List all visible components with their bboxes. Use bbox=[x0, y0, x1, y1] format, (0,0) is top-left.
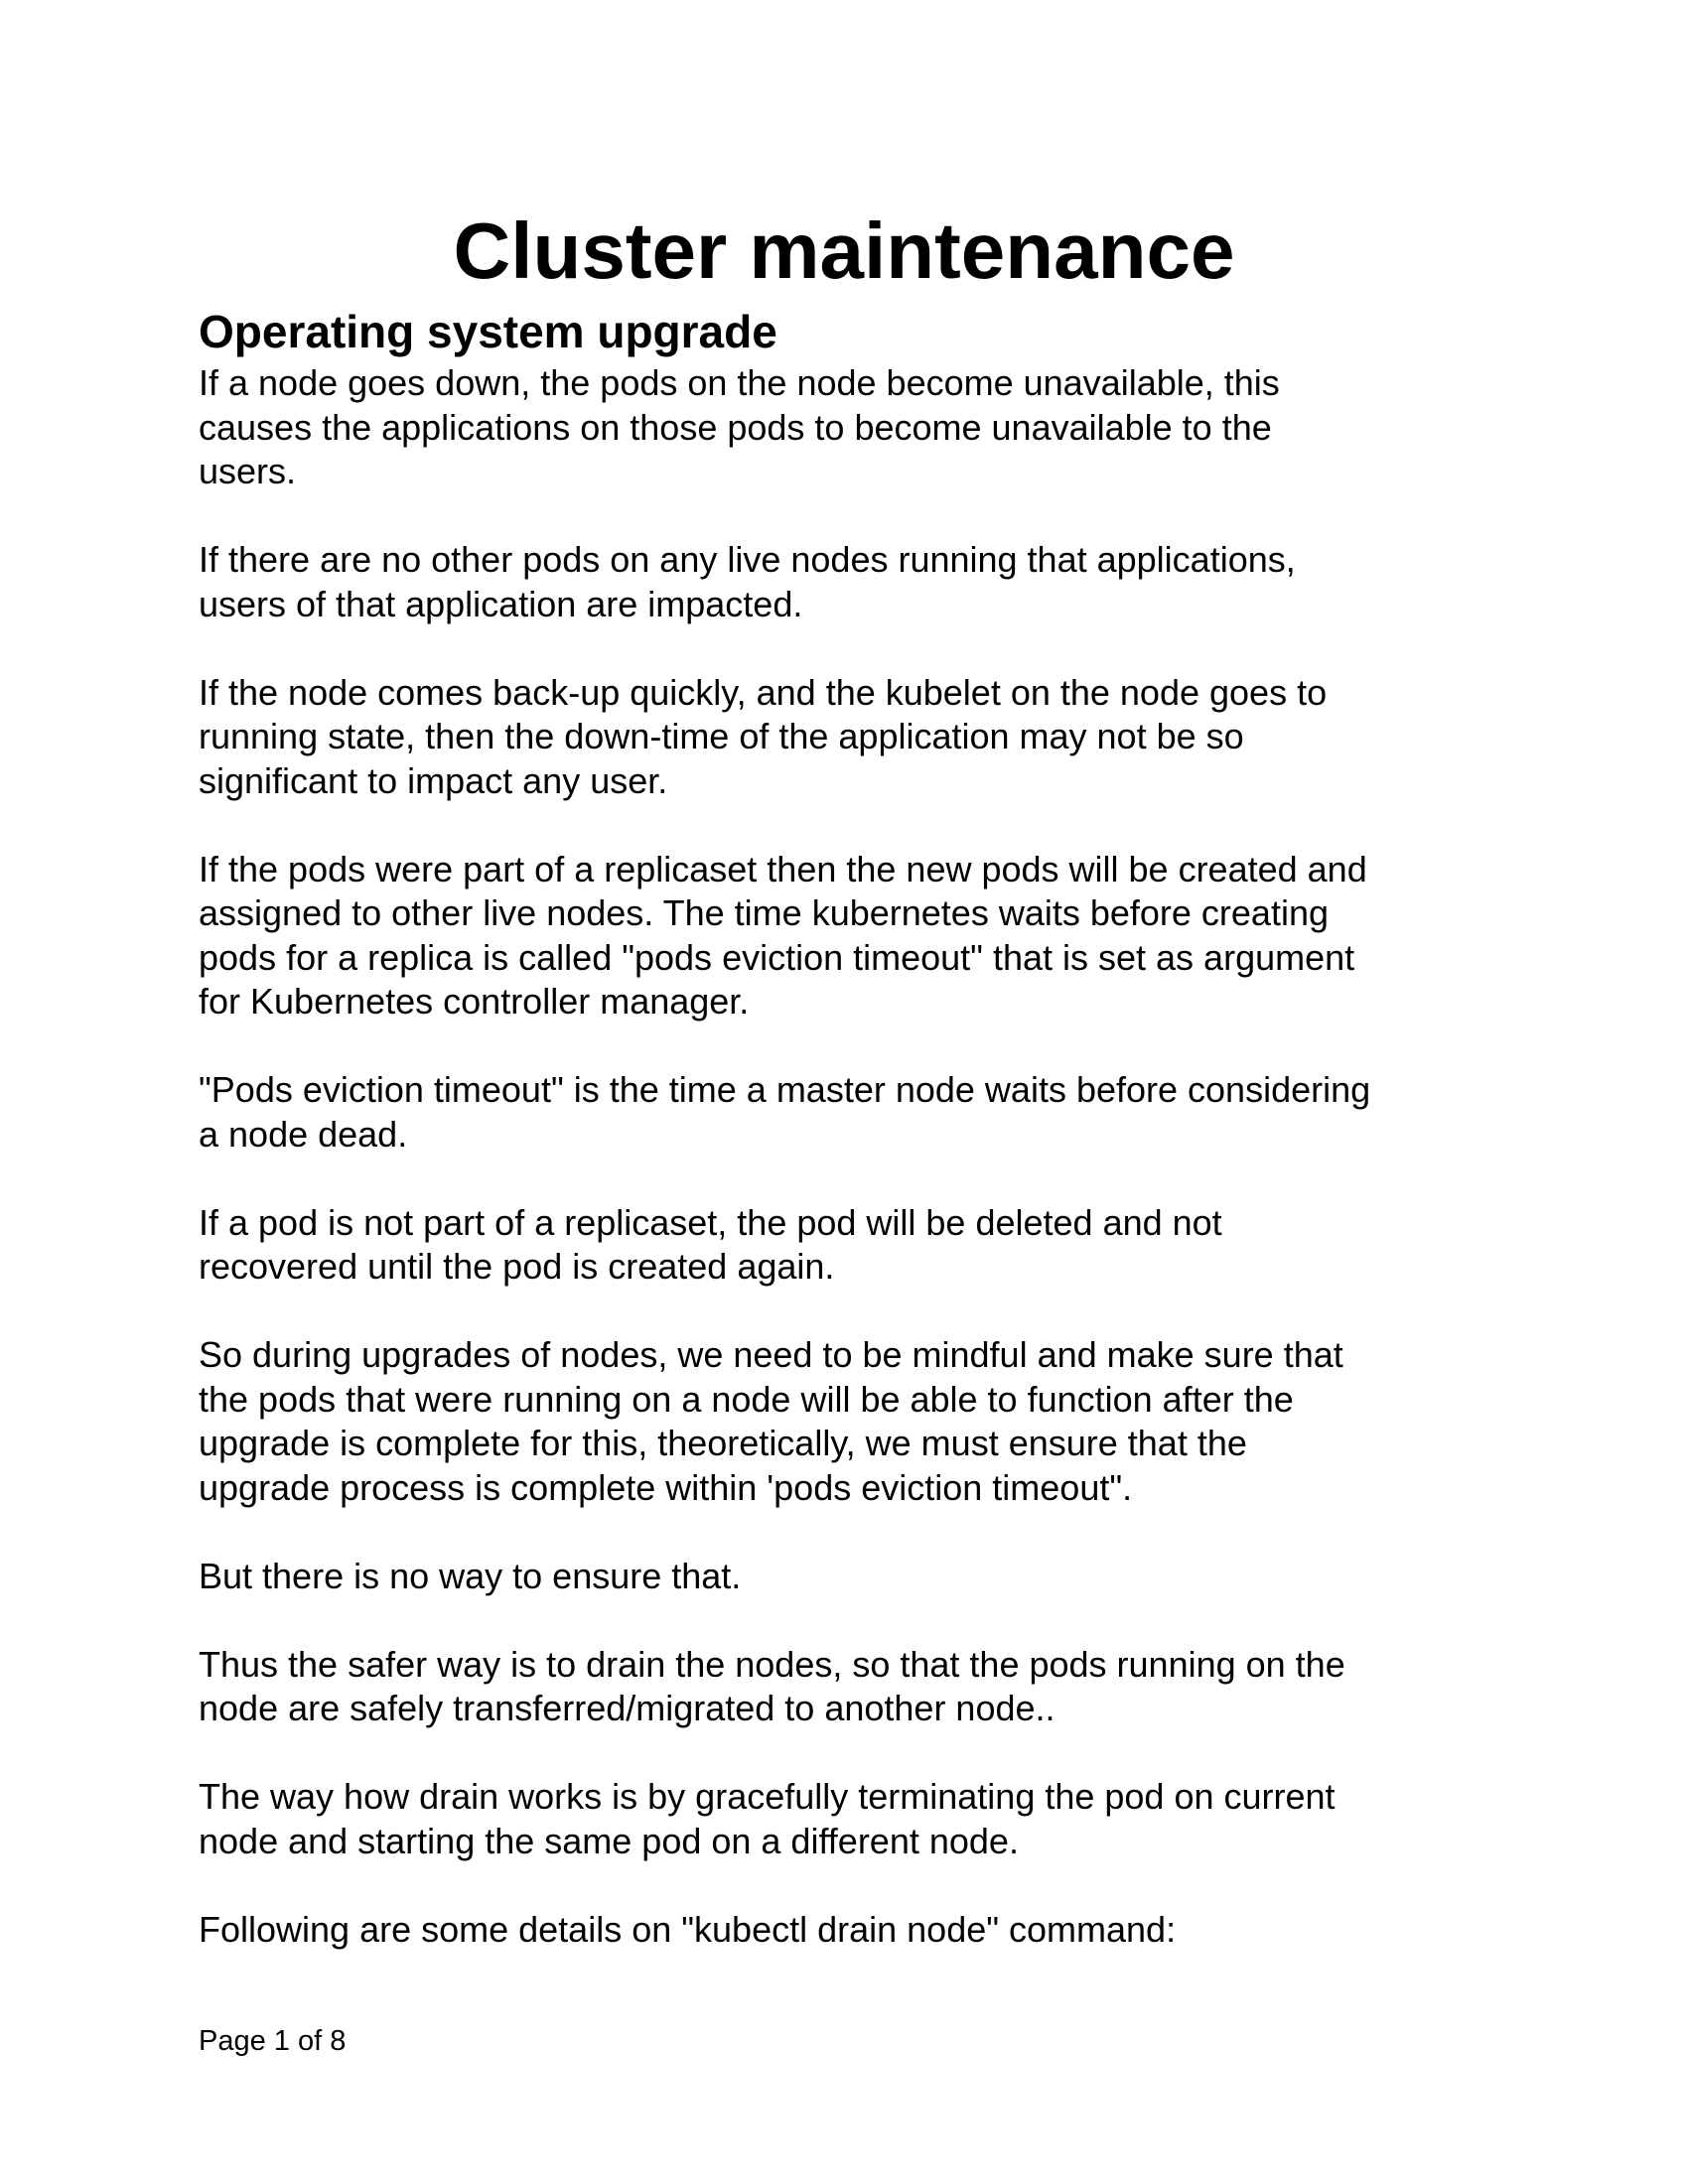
page-number-footer: Page 1 of 8 bbox=[199, 2025, 347, 2057]
paragraph-drain-works: The way how drain works is by gracefully terminating the pod on current node and starting the same pod on a different node. bbox=[199, 1776, 1336, 1861]
page-title: Cluster maintenance bbox=[453, 206, 1235, 295]
paragraph-node-back-up: If the node comes back-up quickly, and the kubelet on the node goes to running state, then the down-time of the application may not be so significant to impact any user. bbox=[199, 671, 1328, 801]
paragraph-not-replicaset: If a pod is not part of a replicaset, the pod will be deleted and not recovered until the pod is created again. bbox=[199, 1201, 1222, 1287]
body-text bbox=[199, 361, 1509, 1996]
paragraph-no-other-pods: If there are no other pods on any live nodes running that applications, users of that application are impacted. bbox=[199, 539, 1296, 624]
paragraph-eviction-timeout: "Pods eviction timeout" is the time a master node waits before considering a node dead. bbox=[199, 1069, 1371, 1155]
paragraph-replicaset: If the pods were part of a replicaset then the new pods will be created and assigned to other live nodes. The time kubernetes waits before creating pods for a replica is called "pods eviction timeout" that is set as argument for Kubernetes controller manager. bbox=[199, 848, 1367, 1022]
section-heading: Operating system upgrade bbox=[199, 306, 777, 357]
paragraph-no-way: But there is no way to ensure that. bbox=[199, 1555, 742, 1596]
paragraph-following: Following are some details on "kubectl drain node" command: bbox=[199, 1908, 1177, 1950]
paragraph-node-down: If a node goes down, the pods on the node become unavailable, this causes the applications on those pods to become unavailable to the users. bbox=[199, 362, 1280, 491]
paragraph-drain-nodes: Thus the safer way is to drain the nodes, so that the pods running on the node are safely transferred/migrated to another node.. bbox=[199, 1643, 1345, 1728]
paragraph-upgrades: So during upgrades of nodes, we need to be mindful and make sure that the pods that were running on a node will be able to function after the upgrade is complete for this, theoretically, we must ensure that the upgrade process is complete within 'pods eviction timeout". bbox=[199, 1334, 1343, 1508]
